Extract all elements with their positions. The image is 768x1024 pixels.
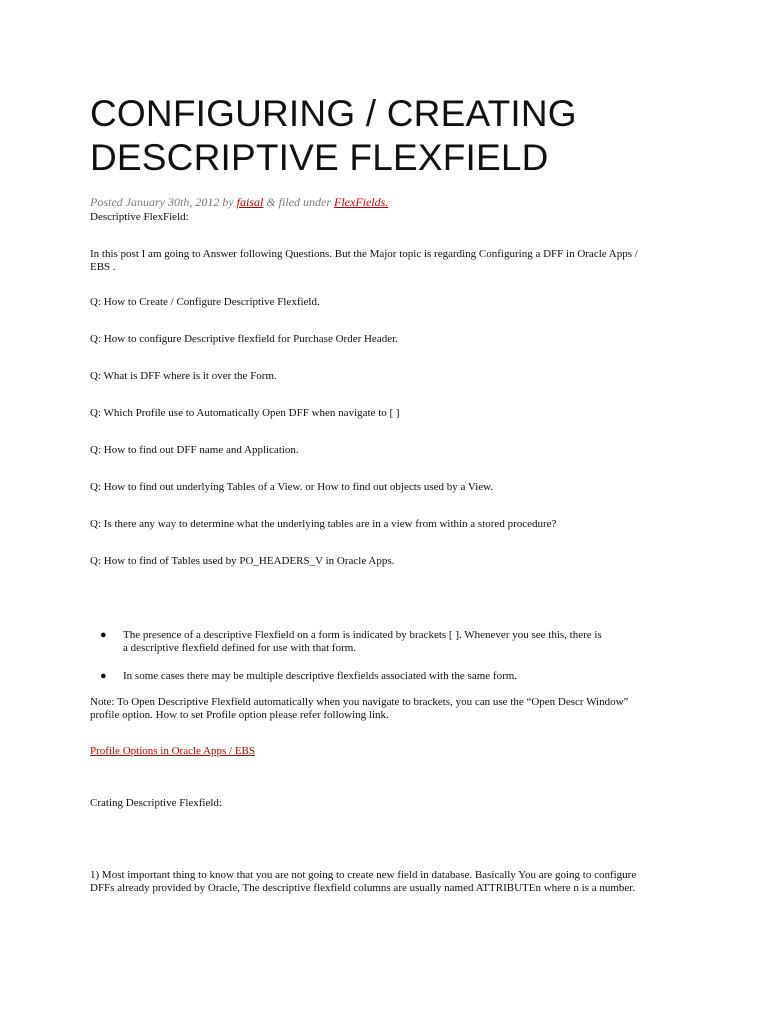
crating-heading: Crating Descriptive Flexfield: xyxy=(90,797,222,809)
bullet-dot-icon: ● xyxy=(100,629,107,641)
meta-filed: & filed under xyxy=(266,195,331,209)
point-1-line-1: 1) Most important thing to know that you are not going to create new field in database. Basically You are going to configure xyxy=(90,869,637,881)
author-link[interactable]: faisal xyxy=(236,195,264,209)
bullet-line: a descriptive flexfield defined for use with that form. xyxy=(123,642,357,654)
article-title: CONFIGURING / CREATING DESCRIPTIVE FLEXFIELD xyxy=(90,93,577,178)
question-item: Q: How to find out underlying Tables of a View. or How to find out objects used by a View. xyxy=(90,481,494,493)
question-item: Q: Which Profile use to Automatically Open DFF when navigate to [ ] xyxy=(90,407,400,419)
question-item: Q: How to Create / Configure Descriptive Flexfield. xyxy=(90,296,320,308)
bullet-dot-icon: ● xyxy=(100,670,107,682)
note-line-2: profile option. How to set Profile option please refer following link. xyxy=(90,709,389,721)
intro-line-1: In this post I am going to Answer following Questions. But the Major topic is regarding Configuring a DFF in Oracle Apps / xyxy=(90,248,638,260)
bullet-line: The presence of a descriptive Flexfield on a form is indicated by brackets [ ]. Whenever you see this, there is xyxy=(123,629,602,641)
profile-link-paragraph xyxy=(90,745,670,758)
bullet-text: In some cases there may be multiple descriptive flexfields associated with the same form. xyxy=(123,670,518,682)
post-meta xyxy=(90,195,388,210)
note-line-1: Note: To Open Descriptive Flexfield automatically when you navigate to brackets, you can use the “Open Descr Window” xyxy=(90,696,629,708)
question-item: Q: How to configure Descriptive flexfield for Purchase Order Header. xyxy=(90,333,398,345)
category-link[interactable]: FlexFields. xyxy=(334,195,389,209)
subtitle: Descriptive FlexField: xyxy=(90,211,189,223)
question-item: Q: How to find out DFF name and Application. xyxy=(90,444,299,456)
bullet-text xyxy=(123,629,643,655)
question-item: Q: Is there any way to determine what the underlying tables are in a view from within a stored procedure? xyxy=(90,518,557,530)
intro-line-2: EBS . xyxy=(90,261,116,273)
point-1-line-2: DFFs already provided by Oracle, The descriptive flexfield columns are usually named ATTRIBUTEn where n is a number. xyxy=(90,882,636,894)
question-item: Q: How to find of Tables used by PO_HEADERS_V in Oracle Apps. xyxy=(90,555,395,567)
meta-posted: Posted January 30th, 2012 by xyxy=(90,195,234,209)
profile-options-link[interactable]: Profile Options in Oracle Apps / EBS xyxy=(90,745,255,757)
question-item: Q: What is DFF where is it over the Form. xyxy=(90,370,277,382)
